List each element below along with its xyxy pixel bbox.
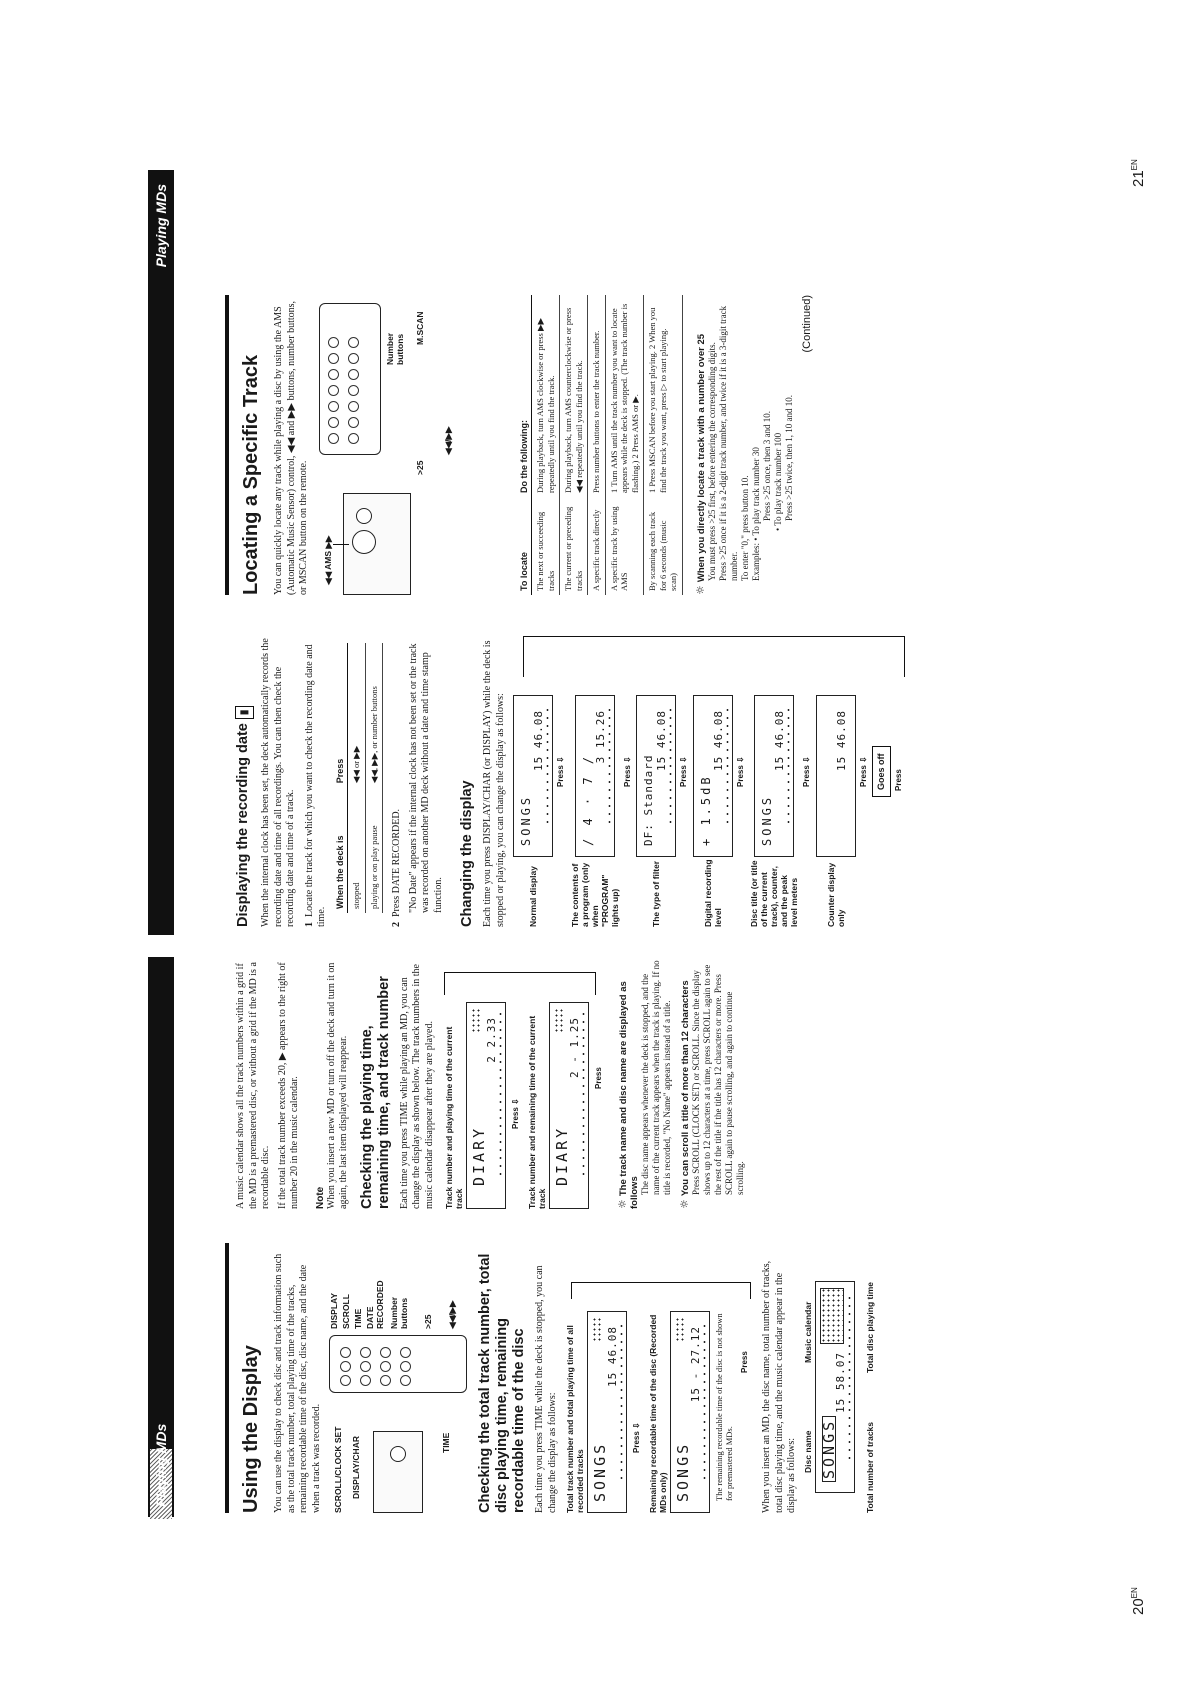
continued-text: (Continued) [800,295,813,353]
hint-title: The track name and disc name are displayed as follows [618,981,640,1209]
label-prev-next: ◀◀/▶▶ [442,426,453,455]
press-arrow: Press ⇩ [556,756,565,787]
deck-front-panel [343,493,411,595]
lcd-main-text: SONGS [519,794,533,846]
lcd-sub-text: 2 2.33 [485,1017,498,1063]
lcd-dots [726,706,729,826]
deck-front-panel [373,1431,423,1513]
remote-button [328,369,339,380]
press-label: Press [593,1067,603,1089]
section-title-locating: Locating a Specific Track [240,354,262,595]
section-heading-total-track: Checking the total track number, total disc playing time, remaining recordable time of the disc [477,1253,527,1513]
table-row: playing or on play pause ◀◀, ▶▶, or number buttons [365,643,383,913]
right-column-3 [235,627,905,927]
section-body-total-track: Each time you press TIME while the deck is stopped, you can change the display as follows: [534,1265,558,1513]
playing-flow [444,959,605,1209]
table-row: A specific track directly Press number buttons to enter the track number. [588,295,606,595]
lcd-calendar [675,1318,685,1342]
note-heading: Note [314,1186,326,1209]
remote-control-illustration [319,303,381,455]
label-gt25: >25 [423,1314,433,1329]
hint-text: The disc name appears whenever the deck is stopped, and the name of the current track appears when the track is playing. If no title is recorded, "No Name" appears instead of a title. [640,960,672,1195]
table-row: The next or succeeding tracks During playback, turn AMS clockwise or press ▶▶ repeatedly until you find the track. [532,295,560,595]
label-display-char: DISPLAY/CHAR [351,1436,361,1499]
right-page-number: $21^{EN}$ [1130,159,1147,187]
press-arrow: Press ⇩ [735,756,745,787]
changing-display-body: Each time you press DISPLAY/CHAR (or DISPLAY) while the deck is stopped or playing, you can change the display as follows: [482,640,506,927]
remote-button [340,1361,351,1372]
label-mscan: M.SCAN [414,311,425,345]
remote-button [360,1375,371,1386]
left-header-bar [148,957,174,1517]
title-rule [225,1243,229,1513]
press-arrow: Press ⇩ [622,756,632,787]
calendar-text-2: If the total track number exceeds 20, ▶ appears to the right of number 20 in the music calendar. [276,962,300,1209]
display-mode-label: The type of filter [651,860,661,927]
lcd-main-text: DIARY [470,1125,488,1186]
time-flow [565,1243,751,1513]
display-mode-label: Normal display [528,866,538,927]
step-1: 1 Locate the track for which you want to check the recording date and time. [303,644,327,927]
hint-text: Press SCROLL (CLOCK SET) or SCROLL. Since the display shows up to 12 characters at a time, press SCROLL again to see the rest of the title if the title has 12 characters or more. Press SCROLL again to pause scrolling, and again to continue scrolling. [691,964,745,1195]
label-prev-next: ◀◀/▶▶ [447,1300,457,1329]
remote-button [348,353,359,364]
label-number-buttons: Number buttons [384,332,405,365]
lcd-insert-display [815,1281,855,1493]
remote-button [348,401,359,412]
remaining-note: The remaining recordable time of the disc is not shown for premastered MDs. [713,1313,734,1501]
hint-over-25 [695,295,795,595]
lcd-remaining-time [670,1311,710,1513]
lcd-remaining-track-time [549,1002,589,1209]
table-header: To locate [517,497,532,595]
lcd-sub-text: 15 46.08 [834,710,848,771]
flow-loop-line [571,1282,751,1299]
table-row: By scanning each track for 6 seconds (music scan) 1 Press MSCAN before you start playing. 2 When you find the track you want, press ▷ to start playing. [644,295,683,595]
right-column-4 [235,295,813,595]
deck-knob [356,508,372,524]
remote-button [328,353,339,364]
lcd-sub-text: 15 46.08 [532,710,545,771]
lcd-dots [499,1013,502,1178]
lcd-dots [669,706,672,826]
lcd-main-text: SONGS [673,1441,692,1502]
remote-button [348,433,359,444]
lcd-main-text: SONGS [822,1416,837,1482]
flow-loop-line [444,972,596,995]
remote-button [400,1375,411,1386]
lcd-current-track-time [466,1002,506,1209]
table-header: Press [333,643,348,787]
lcd-sub-text: 2 - 1.25 [567,1017,581,1078]
lcd-calendar [592,1318,602,1342]
lcd-sub-text: 15 46.08 [655,710,668,771]
table-row: A specific track by using AMS 1 Turn AMS until the track number you want to locate appears while the deck is stopped. (The track number is flashing.) 2 Press AMS or ▶. [605,295,644,595]
ams-leader-line [333,544,349,545]
display1-label: Track number and playing time of the current track [444,1026,464,1209]
right-header-bar [148,170,174,935]
goes-off-box: Goes off [872,746,891,797]
press-arrow: Press ⇩ [679,756,688,787]
left-page-number: $20^{EN}$ [1130,1587,1147,1615]
lcd-dots [620,1322,623,1482]
table-row: The current or preceding tracks During playback, turn AMS counterclockwise or press ◀◀ repeatedly until you find the track. [560,295,588,595]
label-gt25: >25 [414,460,425,475]
remote-button [360,1361,371,1372]
lcd-normal-display [513,695,553,857]
press-label: Press [893,769,903,791]
lcd-main-text: SONGS [591,1441,609,1502]
press-arrow: Press ⇩ [802,756,811,787]
insert-md-text: When you insert an MD, the disc name, total number of tracks, total disc playing time, and the music calendar appear in the display as follows: [761,1260,797,1513]
note-text: When you insert a new MD or turn off the deck and turn it on again, the last item displayed will reappear. [325,962,349,1209]
page-title: Using the Display [240,1345,262,1513]
lcd-main-text: SONGS [760,794,774,846]
remote-button [380,1375,391,1386]
left-column-2 [235,959,752,1209]
flow-loop-line [523,636,905,677]
hint-line: Press >25 once if it is a 2-digit track number, and twice if it is a 3-digit track number. [717,305,739,581]
label-display: DISPLAY [329,1292,339,1329]
lcd-main-text: DIARY [552,1125,571,1186]
lcd-sub-text: 15 46.08 [606,1326,619,1387]
lcd-filter-display [636,695,676,857]
table-header: When the deck is [333,787,348,913]
remote-button [348,385,359,396]
table-row: stopped ◀◀ or ▶▶ [348,643,366,913]
hint-line: You must press >25 first, before entering the corresponding digits. [706,342,717,581]
title-rule [225,295,229,595]
step-2-note: "No Date" appears if the internal clock has not been set or the track was recorded on another MD deck without a date and time stamp function. [407,643,444,913]
step-2: 2 Press DATE RECORDED. [391,808,402,927]
lcd-dots [703,1322,706,1482]
press-arrow: Press ⇩ [858,756,868,787]
display-mode-label: Digital recording level [702,859,723,927]
intro-text: You can use the display to check disc and track information such as the total track number, total playing time of the tracks, remaining recordable time of the disc, disc name, and the date when a track was recorded. [273,1253,322,1513]
remote-button [360,1347,371,1358]
lcd-main-text: / 4 · 7 / [580,753,595,846]
label-time-remote: TIME [353,1308,363,1329]
label-number-buttons: Number buttons [389,1296,409,1329]
remote-button [400,1347,411,1358]
display-mode-label: Disc title (or title of the current track), counter, and the peak level meters [749,860,799,927]
right-header-text: Playing MDs [153,184,169,268]
hint-line: Press >25 twice, then 1, 10 and 10. [783,394,794,521]
label-scroll-clock-set: SCROLL/CLOCK SET [333,1426,343,1513]
ams-knob [352,530,376,554]
display-cycle-flow [513,627,905,927]
hint-line: Examples: • To play track number 30 [750,447,761,581]
lcd-dots [848,1292,851,1462]
lightbulb-icon: ☼ [693,585,707,595]
label-time-deck: TIME [441,1432,451,1453]
music-calendar-label: Music calendar [802,1301,813,1363]
remote-button [328,337,339,348]
left-header-text: Playing MDs [153,1423,169,1507]
lcd-main-text: + 1.5dB [698,774,713,846]
total-tracks-label: Total number of tracks [864,1422,875,1513]
locating-body: You can quickly locate any track while playing a disc by using the AMS (Automatic Music Sensor) control, ◀◀ and ▶▶ buttons, number buttons, or MSCAN button on the remote. [273,300,309,595]
lcd-total-playing-time [587,1311,627,1513]
remote-button [380,1347,391,1358]
lcd-sub-text: 3 15.26 [593,710,607,764]
display1-label: Total track number and total playing time of all recorded tracks [565,1325,585,1513]
remote-button [340,1375,351,1386]
section-heading-changing-display: Changing the display [459,780,475,927]
remote-button [328,401,339,412]
lcd-dots [787,706,790,826]
remote-button [328,417,339,428]
hint-track-disc-name [617,959,673,1209]
lcd-calendar-grid [820,1288,844,1344]
hint-line: To enter "0," press button 10. [739,475,750,581]
remote-button [348,417,359,428]
locate-illustration [319,295,509,595]
hint-line: Press >25 once, then 3 and 10. [761,410,772,521]
section-body-playing-time: Each time you press TIME while playing an MD, you can change the display as shown below. The track numbers in the music calendar disappear after they are played. [398,964,435,1209]
disc-name-label: Disc name [802,1430,813,1473]
calendar-text-1: A music calendar shows all the track numbers within a grid if the MD is a premastered disc, or without a grid if the MD is a recordable disc. [235,962,271,1209]
lcd-sub-text: 15 46.08 [773,710,786,771]
display-mode-label: Counter display only [825,862,846,927]
press-arrow: Press ⇩ [511,1098,520,1129]
lcd-sub-text: 15 - 27.12 [688,1326,702,1403]
deck-knob [390,1446,406,1462]
lightbulb-icon: ☼ [678,1199,691,1209]
hint-line: • To play track number 100 [772,432,783,531]
display2-label: Remaining recordable time of the disc (Recorded MDs only) [647,1314,668,1513]
left-column-1 [235,1243,881,1513]
lcd-dots [546,706,549,826]
recording-date-table [333,643,384,913]
display-mode-label: The contents of a program (only when "PROGRAM" lights up) [569,862,620,927]
lightbulb-icon: ☼ [616,1199,629,1209]
lcd-dots [608,706,611,826]
remote-button [340,1347,351,1358]
deck-illustration [329,1243,469,1513]
lcd-dots [582,1013,585,1178]
remote-button [328,385,339,396]
hint-scroll-title [679,959,746,1209]
locate-table [517,295,683,595]
remote-button [348,369,359,380]
table-header: Do the following: [517,295,532,497]
remote-button [380,1361,391,1372]
remote-button [328,433,339,444]
total-time-label: Total disc playing time [864,1282,875,1373]
remote-control-illustration [329,1335,467,1393]
press-label: Press [739,1351,749,1373]
remote-button [348,337,359,348]
lcd-calendar [554,1009,564,1033]
hint-title: When you directly locate a track with a number over 25 [695,333,707,583]
lcd-recording-level-display [693,695,733,857]
section-heading-recording-date: Displaying the recording date ▮ [235,627,254,927]
lcd-counter-display [816,695,856,857]
press-arrow: Press ⇩ [632,1422,641,1453]
lcd-main-text: DF: Standard [642,754,655,846]
lcd-sub-text: 15 58.07 [833,1352,847,1413]
lcd-sub-text: 15 46.08 [711,710,725,771]
label-date-recorded: DATE RECORDED [365,1280,385,1329]
remote-button [400,1361,411,1372]
recording-date-body: When the internal clock has been set, the deck automatically records the recording date and time of all recordings. You can then check the recording date and time of a track. [260,638,296,927]
label-scroll: SCROLL [341,1294,351,1329]
hint-title: You can scroll a title of more than 12 characters [680,980,691,1197]
display2-label: Track number and remaining time of the current track [526,1015,547,1209]
lcd-calendar [471,1009,481,1033]
label-ams: ◀◀ AMS ▶▶ [322,535,333,585]
section-heading-playing-time: Checking the playing time, remaining time, and track number [358,976,392,1209]
lcd-program-display [575,695,615,857]
remote-only-icon: ▮ [235,706,254,720]
lcd-title-counter-display [754,695,794,857]
insert-display-diagram [803,1243,881,1513]
